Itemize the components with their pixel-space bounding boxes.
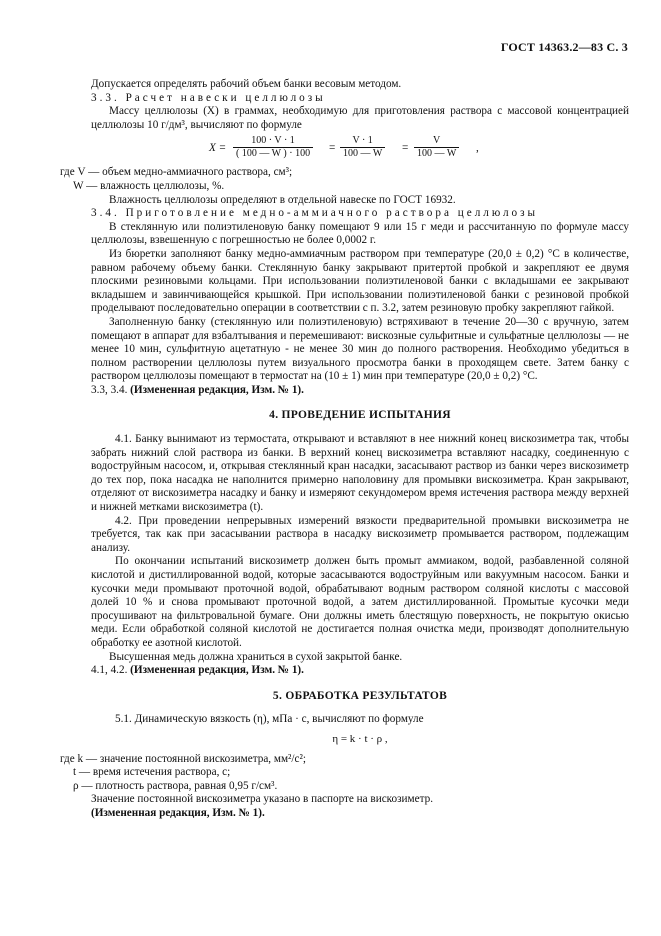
formula-def-v: где V — объем медно-аммиачного раствора, см³; xyxy=(60,166,293,179)
formula-fraction-1: 100 · V · 1 ( 100 — W ) · 100 xyxy=(233,135,313,160)
section-3-edit-note: 3.3, 3.4. (Измененная редакция, Изм. № 1). xyxy=(91,383,304,396)
formula-fraction-2: V · 1 100 — W xyxy=(340,135,385,160)
viscosity-formula: η = k · t · ρ , xyxy=(332,732,388,745)
section-3-3-heading: 3.3. Расчет навески целлюлозы xyxy=(91,91,326,104)
cleaning-para: По окончании испытаний вискозиметр должен быть промыт аммиаком, водой, разбавленной соляной кислотой и дистиллированной водой, которые засасываются водоструйным или вакуумным насосом. Банки и кусочки меди промывают проточной водой, обрабатывают водным раствором соляной кислоты с массовой долей 10 % и снова промывают проточной водой, а затем дистиллированной. Промытые кусочки меди просушивают на фильтровальной бумаге. Они должны иметь блестящую поверхность, не покрытую окисью меди. Если обработкой соляной кислотой не достигается полная очистка меди, производят дополнительную обработку ее азотной кислотой. xyxy=(91,555,629,649)
section-3-4-para-1: В стеклянную или полиэтиленовую банку помещают 9 или 15 г меди и рассчитанную по формуле массу целлюлозы, взвешенную с погрешностью не более 0,0002 г. xyxy=(91,220,629,247)
formula-lhs: X = xyxy=(209,142,227,155)
section-4-title: 4. ПРОВЕДЕНИЕ ИСПЫТАНИЯ xyxy=(269,409,451,422)
section-3-3-text: Массу целлюлозы (X) в граммах, необходимую для приготовления раствора с массовой концентрацией целлюлозы 10 г/дм³, вычисляют по формуле xyxy=(91,105,629,131)
formula-def-k: где k — значение постоянной вискозиметра, мм²/с²; xyxy=(60,752,306,765)
section-4-1-para: 4.1. Банку вынимают из термостата, открывают и вставляют в нее нижний конец вискозиметра так, чтобы забрать нижний слой раствора из банки. В верхний конец вискозиметра вставляют насадку, соединенную с водоструйным насосом, и, открывая стеклянный кран насадки, засасывают раствор из банки через вискозиметр до тех пор, пока насадка не наполнится примерно наполовину для промывки вискозиметра. Кран закрывают, отделяют от вискозиметра насадку и банку и измеряют секундомером время истечения раствора между верхней и нижней метками вискозиметра (t). xyxy=(91,433,629,514)
section-4-2-para: 4.2. При проведении непрерывных измерений вязкости предварительной промывки вискозиметра не требуется, так как при засасывании раствора в насадку вискозиметр промывается раствором, подлежащим анализу. xyxy=(91,514,629,554)
section-4-edit-note: 4.1, 4.2. (Измененная редакция, Изм. № 1). xyxy=(91,664,304,677)
humidity-note: Влажность целлюлозы определяют в отдельной навеске по ГОСТ 16932. xyxy=(109,193,456,206)
page-header: ГОСТ 14363.2—83 С. 3 xyxy=(500,40,628,54)
section-3-4-para-3: Заполненную банку (стеклянную или полиэтиленовую) встряхивают в течение 20—30 с вручную, затем помещают в аппарат для взбалтывания и перемешивают: вискозные сульфитные и сульфатные целлюлозы — не менее 10 мин, сульфитную ацетатную - не менее 30 мин до полного растворения. Необходимо убедиться в полном растворении целлюлозы путем визуального просмотра банки в проходящем свете. Затем банку с раствором целлюлозы помещают в термостат на (10 ± 1) мин при температуре (20,0 ± 0,2) °С. xyxy=(91,315,629,383)
document-body xyxy=(60,78,629,821)
section-3-4-heading: 3.4. Приготовление медно-аммиачного раствора целлюлозы xyxy=(91,207,539,220)
formula-def-rho: ρ — плотность раствора, равная 0,95 г/см³. xyxy=(73,779,278,792)
formula-def-w: W — влажность целлюлозы, %. xyxy=(73,179,225,192)
section-5-title: 5. ОБРАБОТКА РЕЗУЛЬТАТОВ xyxy=(272,689,448,702)
section-5-edit-note: (Измененная редакция, Изм. № 1). xyxy=(91,806,265,819)
intro-paragraph: Допускается определять рабочий объем банки весовым методом. xyxy=(91,78,402,90)
constant-note: Значение постоянной вискозиметра указано в паспорте на вискозиметр. xyxy=(91,793,433,806)
section-5-1-para: 5.1. Динамическую вязкость (η), мПа · с, вычисляют по формуле xyxy=(115,713,424,726)
storage-para: Высушенная медь должна храниться в сухой закрытой банке. xyxy=(109,650,403,663)
mass-formula: X = 100 · V · 1 ( 100 — W ) · 100 = V · 1 100 — W = V 100 — W , xyxy=(209,135,479,160)
formula-fraction-3: V 100 — W xyxy=(414,135,459,160)
section-3-4-para-2: Из бюретки заполняют банку медно-аммиачным раствором при температуре (20,0 ± 0,2) °С в количестве, равном рабочему объему банки. Стеклянную банку закрывают притертой пробкой и закрепляют ее двумя плоскими резиновыми кольцами. При использовании полиэтиленовой банки с вкладышами ее закрывают вкладышем и завинчивающейся крышкой. При использовании полиэтиленовой банки с резиновой пробкой проделывают последовательно операции в соответствии с п. 3.2, затем резиновую пробку закрепляют гайкой. xyxy=(91,247,629,315)
formula-def-t: t — время истечения раствора, с; xyxy=(73,766,231,779)
